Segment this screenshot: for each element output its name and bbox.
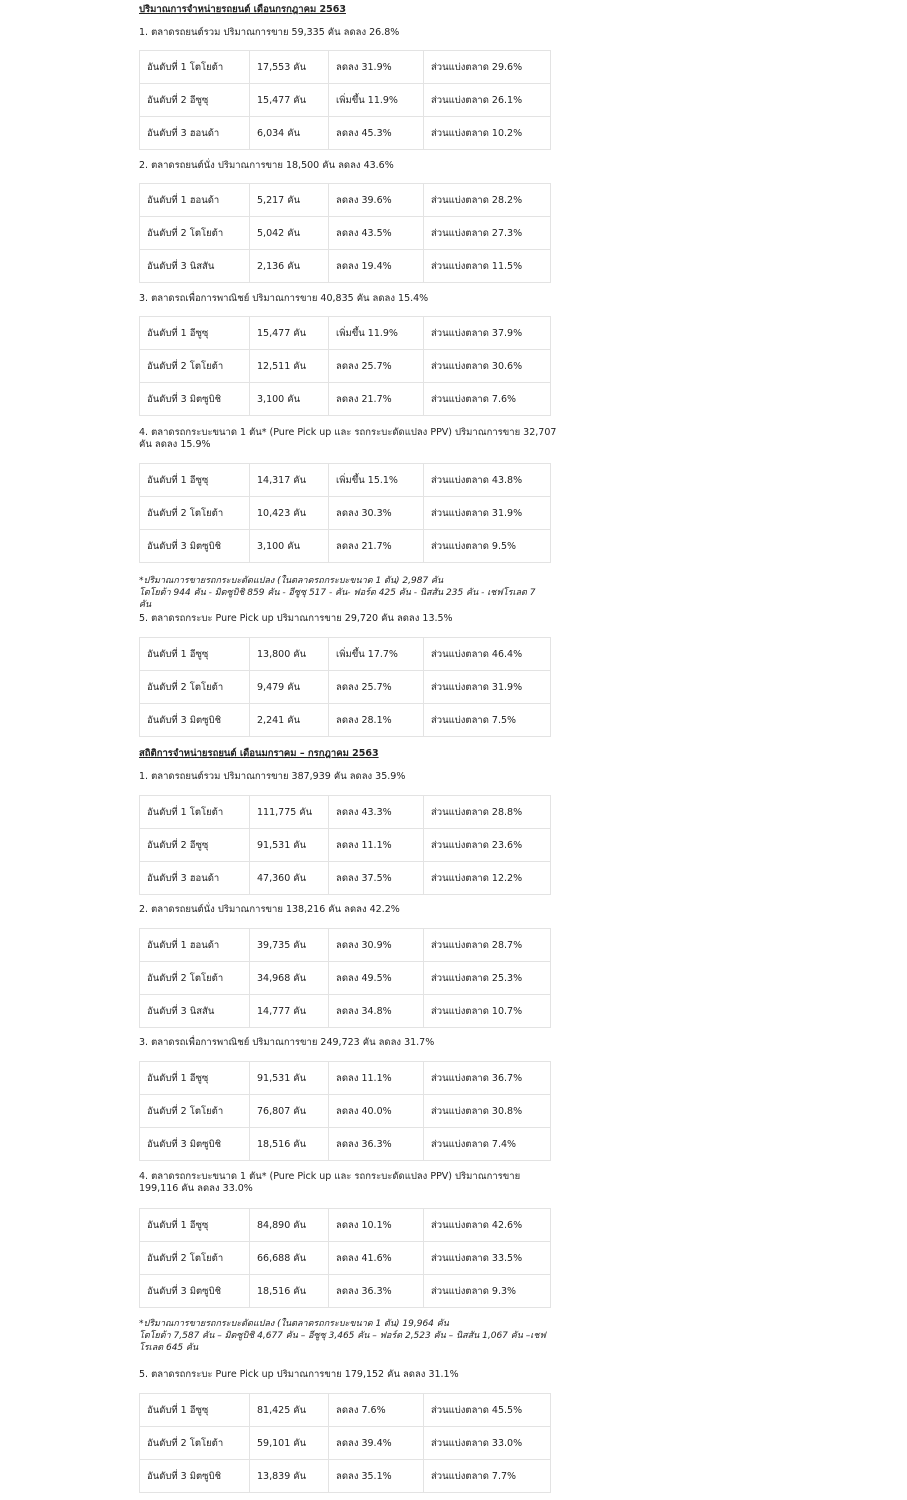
units-cell: 84,890 คัน [250,1209,329,1242]
block-title: 3. ตลาดรถเพื่อการพาณิชย์ ปริมาณการขาย 249,723 คัน ลดลง 31.7% [139,1037,435,1048]
table-row [140,51,551,84]
change-cell: เพิ่มขึ้น 11.9% [329,84,424,117]
change-cell: เพิ่มขึ้น 15.1% [329,464,424,497]
section-heading: สถิติการจำหน่ายรถยนต์ เดือนมกราคม – กรกฎาคม 2563 [139,748,379,759]
change-cell: ลดลง 39.4% [329,1427,424,1460]
block-title: 2. ตลาดรถยนต์นั่ง ปริมาณการขาย 138,216 คัน ลดลง 42.2% [139,904,400,915]
change-cell: ลดลง 7.6% [329,1394,424,1427]
share-cell: ส่วนแบ่งตลาด 10.2% [424,117,551,150]
rank-cell: อันดับที่ 2 อีซูซุ [140,829,250,862]
units-cell: 111,775 คัน [250,796,329,829]
block-title: 4. ตลาดรถกระบะขนาด 1 ตัน* (Pure Pick up และ รถกระบะดัดแปลง PPV) ปริมาณการขาย 32,707 คัน ลดลง 15.9% [139,427,557,450]
table-row [140,530,551,563]
rank-cell: อันดับที่ 3 มิตซูบิชิ [140,383,250,416]
rank-cell: อันดับที่ 2 อีซูซุ [140,84,250,117]
change-cell: ลดลง 43.5% [329,217,424,250]
section-heading: ปริมาณการจำหน่ายรถยนต์ เดือนกรกฎาคม 2563 [139,4,346,15]
table-row [140,497,551,530]
rank-cell: อันดับที่ 3 นิสสัน [140,250,250,283]
change-cell: ลดลง 31.9% [329,51,424,84]
change-cell: ลดลง 30.9% [329,929,424,962]
rank-cell: อันดับที่ 1 โตโยต้า [140,51,250,84]
share-cell: ส่วนแบ่งตลาด 42.6% [424,1209,551,1242]
rank-cell: อันดับที่ 3 มิตซูบิชิ [140,1460,250,1493]
table-row [140,1209,551,1242]
units-cell: 66,688 คัน [250,1242,329,1275]
rank-cell: อันดับที่ 1 อีซูซุ [140,638,250,671]
units-cell: 13,839 คัน [250,1460,329,1493]
units-cell: 39,735 คัน [250,929,329,962]
block-title: 1. ตลาดรถยนต์รวม ปริมาณการขาย 59,335 คัน ลดลง 26.8% [139,27,400,38]
share-cell: ส่วนแบ่งตลาด 12.2% [424,862,551,895]
units-cell: 59,101 คัน [250,1427,329,1460]
change-cell: ลดลง 21.7% [329,530,424,563]
units-cell: 81,425 คัน [250,1394,329,1427]
rank-cell: อันดับที่ 1 ฮอนด้า [140,184,250,217]
share-cell: ส่วนแบ่งตลาด 7.5% [424,704,551,737]
table-row [140,671,551,704]
change-cell: ลดลง 35.1% [329,1460,424,1493]
ranking-table [139,795,551,895]
change-cell: ลดลง 25.7% [329,671,424,704]
change-cell: ลดลง 49.5% [329,962,424,995]
units-cell: 34,968 คัน [250,962,329,995]
rank-cell: อันดับที่ 3 มิตซูบิชิ [140,704,250,737]
ranking-table [139,1208,551,1308]
share-cell: ส่วนแบ่งตลาด 10.7% [424,995,551,1028]
share-cell: ส่วนแบ่งตลาด 11.5% [424,250,551,283]
table-row [140,1427,551,1460]
ranking-table [139,50,551,150]
table-row [140,84,551,117]
units-cell: 9,479 คัน [250,671,329,704]
ranking-table [139,1393,551,1493]
units-cell: 5,217 คัน [250,184,329,217]
rank-cell: อันดับที่ 3 มิตซูบิชิ [140,1128,250,1161]
rank-cell: อันดับที่ 3 นิสสัน [140,995,250,1028]
rank-cell: อันดับที่ 2 โตโยต้า [140,217,250,250]
rank-cell: อันดับที่ 1 โตโยต้า [140,796,250,829]
change-cell: ลดลง 21.7% [329,383,424,416]
table-row [140,1394,551,1427]
table-row [140,117,551,150]
share-cell: ส่วนแบ่งตลาด 37.9% [424,317,551,350]
rank-cell: อันดับที่ 1 อีซูซุ [140,1062,250,1095]
ranking-table [139,463,551,563]
block-title: 5. ตลาดรถกระบะ Pure Pick up ปริมาณการขาย 179,152 คัน ลดลง 31.1% [139,1369,459,1380]
share-cell: ส่วนแบ่งตลาด 33.5% [424,1242,551,1275]
table-row [140,1275,551,1308]
table-row [140,1460,551,1493]
units-cell: 6,034 คัน [250,117,329,150]
share-cell: ส่วนแบ่งตลาด 28.7% [424,929,551,962]
share-cell: ส่วนแบ่งตลาด 43.8% [424,464,551,497]
units-cell: 15,477 คัน [250,317,329,350]
ranking-table [139,1061,551,1161]
units-cell: 91,531 คัน [250,1062,329,1095]
rank-cell: อันดับที่ 3 ฮอนด้า [140,117,250,150]
table-row [140,1095,551,1128]
share-cell: ส่วนแบ่งตลาด 7.6% [424,383,551,416]
change-cell: เพิ่มขึ้น 17.7% [329,638,424,671]
change-cell: ลดลง 11.1% [329,829,424,862]
rank-cell: อันดับที่ 1 อีซูซุ [140,464,250,497]
units-cell: 5,042 คัน [250,217,329,250]
change-cell: เพิ่มขึ้น 11.9% [329,317,424,350]
units-cell: 76,807 คัน [250,1095,329,1128]
block-title: 4. ตลาดรถกระบะขนาด 1 ตัน* (Pure Pick up และ รถกระบะดัดแปลง PPV) ปริมาณการขาย 199,116 คัน ลดลง 33.0% [139,1171,521,1194]
table-row [140,829,551,862]
change-cell: ลดลง 36.3% [329,1128,424,1161]
change-cell: ลดลง 28.1% [329,704,424,737]
rank-cell: อันดับที่ 2 โตโยต้า [140,350,250,383]
change-cell: ลดลง 40.0% [329,1095,424,1128]
table-row [140,962,551,995]
ranking-table [139,637,551,737]
share-cell: ส่วนแบ่งตลาด 45.5% [424,1394,551,1427]
change-cell: ลดลง 30.3% [329,497,424,530]
units-cell: 91,531 คัน [250,829,329,862]
table-row [140,1242,551,1275]
change-cell: ลดลง 41.6% [329,1242,424,1275]
rank-cell: อันดับที่ 1 อีซูซุ [140,317,250,350]
change-cell: ลดลง 25.7% [329,350,424,383]
footnote: *ปริมาณการขายรถกระบะดัดแปลง (ในตลาดรถกระบะขนาด 1 ตัน) 19,964 คัน โตโยต้า 7,587 คัน – มิตซูบิชิ 4,677 คัน – อีซูซุ 3,465 คัน – ฟอร์ด 2,523 คัน – นิสสัน 1,067 คัน –เชฟโรเลต 645 คัน [139,1319,546,1353]
table-row [140,317,551,350]
rank-cell: อันดับที่ 3 มิตซูบิชิ [140,1275,250,1308]
units-cell: 17,553 คัน [250,51,329,84]
rank-cell: อันดับที่ 3 ฮอนด้า [140,862,250,895]
share-cell: ส่วนแบ่งตลาด 29.6% [424,51,551,84]
block-title: 5. ตลาดรถกระบะ Pure Pick up ปริมาณการขาย 29,720 คัน ลดลง 13.5% [139,613,453,624]
ranking-table [139,928,551,1028]
table-row [140,1128,551,1161]
rank-cell: อันดับที่ 2 โตโยต้า [140,1095,250,1128]
units-cell: 2,241 คัน [250,704,329,737]
change-cell: ลดลง 43.3% [329,796,424,829]
table-row [140,217,551,250]
rank-cell: อันดับที่ 1 อีซูซุ [140,1394,250,1427]
share-cell: ส่วนแบ่งตลาด 28.8% [424,796,551,829]
share-cell: ส่วนแบ่งตลาด 23.6% [424,829,551,862]
change-cell: ลดลง 36.3% [329,1275,424,1308]
table-row [140,250,551,283]
block-title: 3. ตลาดรถเพื่อการพาณิชย์ ปริมาณการขาย 40,835 คัน ลดลง 15.4% [139,293,429,304]
units-cell: 18,516 คัน [250,1275,329,1308]
table-row [140,704,551,737]
rank-cell: อันดับที่ 2 โตโยต้า [140,497,250,530]
change-cell: ลดลง 34.8% [329,995,424,1028]
table-row [140,464,551,497]
share-cell: ส่วนแบ่งตลาด 33.0% [424,1427,551,1460]
change-cell: ลดลง 10.1% [329,1209,424,1242]
table-row [140,383,551,416]
table-row [140,796,551,829]
share-cell: ส่วนแบ่งตลาด 27.3% [424,217,551,250]
rank-cell: อันดับที่ 3 มิตซูบิชิ [140,530,250,563]
units-cell: 13,800 คัน [250,638,329,671]
rank-cell: อันดับที่ 2 โตโยต้า [140,1427,250,1460]
share-cell: ส่วนแบ่งตลาด 46.4% [424,638,551,671]
rank-cell: อันดับที่ 2 โตโยต้า [140,962,250,995]
units-cell: 3,100 คัน [250,383,329,416]
share-cell: ส่วนแบ่งตลาด 25.3% [424,962,551,995]
units-cell: 2,136 คัน [250,250,329,283]
share-cell: ส่วนแบ่งตลาด 26.1% [424,84,551,117]
change-cell: ลดลง 37.5% [329,862,424,895]
ranking-table [139,316,551,416]
share-cell: ส่วนแบ่งตลาด 31.9% [424,671,551,704]
units-cell: 10,423 คัน [250,497,329,530]
table-row [140,350,551,383]
rank-cell: อันดับที่ 1 ฮอนด้า [140,929,250,962]
change-cell: ลดลง 19.4% [329,250,424,283]
share-cell: ส่วนแบ่งตลาด 7.4% [424,1128,551,1161]
units-cell: 47,360 คัน [250,862,329,895]
units-cell: 12,511 คัน [250,350,329,383]
rank-cell: อันดับที่ 2 โตโยต้า [140,1242,250,1275]
change-cell: ลดลง 11.1% [329,1062,424,1095]
share-cell: ส่วนแบ่งตลาด 9.5% [424,530,551,563]
table-row [140,929,551,962]
change-cell: ลดลง 45.3% [329,117,424,150]
share-cell: ส่วนแบ่งตลาด 31.9% [424,497,551,530]
units-cell: 14,317 คัน [250,464,329,497]
table-row [140,638,551,671]
share-cell: ส่วนแบ่งตลาด 9.3% [424,1275,551,1308]
share-cell: ส่วนแบ่งตลาด 30.8% [424,1095,551,1128]
share-cell: ส่วนแบ่งตลาด 28.2% [424,184,551,217]
units-cell: 15,477 คัน [250,84,329,117]
share-cell: ส่วนแบ่งตลาด 30.6% [424,350,551,383]
units-cell: 18,516 คัน [250,1128,329,1161]
table-row [140,995,551,1028]
rank-cell: อันดับที่ 1 อีซูซุ [140,1209,250,1242]
block-title: 2. ตลาดรถยนต์นั่ง ปริมาณการขาย 18,500 คัน ลดลง 43.6% [139,160,394,171]
units-cell: 14,777 คัน [250,995,329,1028]
units-cell: 3,100 คัน [250,530,329,563]
footnote: *ปริมาณการขายรถกระบะดัดแปลง (ในตลาดรถกระบะขนาด 1 ตัน) 2,987 คัน โตโยต้า 944 คัน - มิตซูบิชิ 859 คัน - อีซูซุ 517 - คัน- ฟอร์ด 425 คัน - นิสสัน 235 คัน - เชฟโรเลต 7 คัน [139,576,536,610]
share-cell: ส่วนแบ่งตลาด 36.7% [424,1062,551,1095]
table-row [140,184,551,217]
block-title: 1. ตลาดรถยนต์รวม ปริมาณการขาย 387,939 คัน ลดลง 35.9% [139,771,406,782]
ranking-table [139,183,551,283]
share-cell: ส่วนแบ่งตลาด 7.7% [424,1460,551,1493]
change-cell: ลดลง 39.6% [329,184,424,217]
table-row [140,1062,551,1095]
table-row [140,862,551,895]
rank-cell: อันดับที่ 2 โตโยต้า [140,671,250,704]
